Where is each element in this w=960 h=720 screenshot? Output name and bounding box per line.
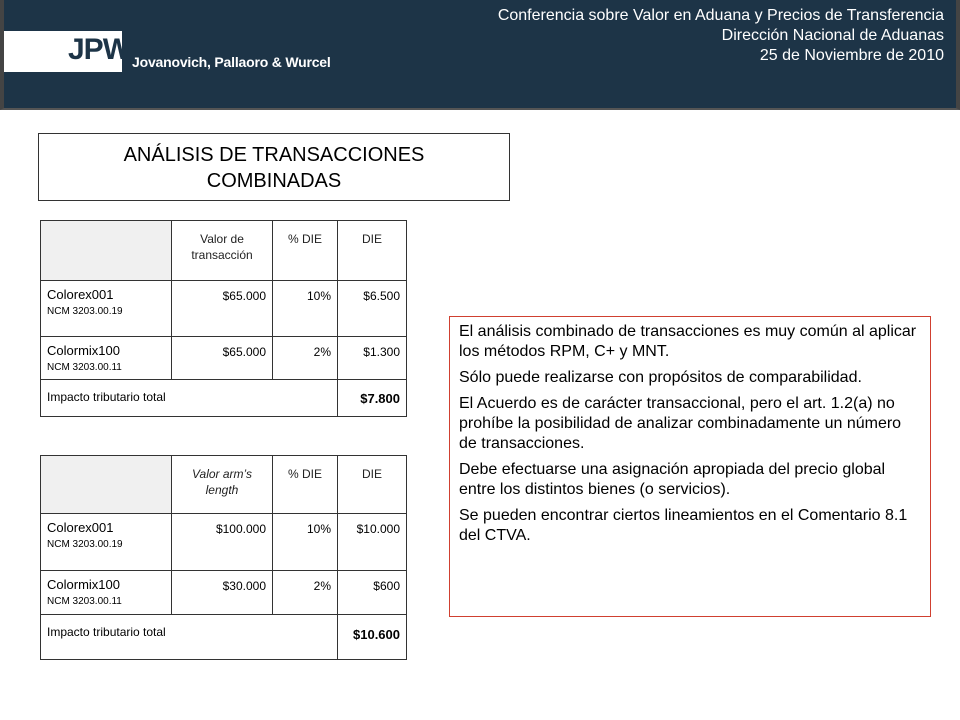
value-cell: $30.000 — [172, 571, 273, 615]
conference-info — [498, 6, 944, 66]
die-cell: $10.000 — [338, 514, 407, 571]
die-cell: $6.500 — [338, 281, 407, 337]
total-label: Impacto tributario total — [41, 380, 338, 417]
note-paragraph: Se pueden encontrar ciertos lineamientos en el Comentario 8.1 del CTVA. — [459, 507, 908, 544]
note-paragraph: Debe efectuarse una asignación apropiada del precio global entre los distintos bienes (o servicios). — [459, 461, 886, 498]
slide-title-line1: ANÁLISIS DE TRANSACCIONES — [123, 144, 425, 166]
ncm-code: NCM 3203.00.11 — [47, 596, 122, 607]
slide-title — [38, 133, 510, 201]
pct-cell: 2% — [273, 571, 338, 615]
ncm-code: NCM 3203.00.19 — [47, 539, 123, 550]
die-cell: $1.300 — [338, 337, 407, 380]
table-row — [41, 281, 407, 337]
product-cell — [41, 281, 172, 337]
header-banner — [0, 0, 960, 110]
note-paragraph: El Acuerdo es de carácter transaccional, pero el art. 1.2(a) no prohíbe la posibilidad de analizar combinadamente un número de transacciones. — [459, 395, 902, 452]
slide-title-line2: COMBINADAS — [206, 170, 342, 192]
conference-organizer: Dirección Nacional de Aduanas — [721, 27, 944, 44]
total-value: $7.800 — [338, 380, 407, 417]
value-cell: $65.000 — [172, 281, 273, 337]
firm-logo: JPW — [68, 33, 131, 66]
pct-cell: 10% — [273, 514, 338, 571]
product-name: Colorex001 — [47, 287, 114, 302]
pct-cell: 2% — [273, 337, 338, 380]
value-cell: $100.000 — [172, 514, 273, 571]
total-row — [41, 380, 407, 417]
header-cell: Valor de transacción — [172, 221, 273, 281]
table-row — [41, 337, 407, 380]
table-row — [41, 514, 407, 571]
transaction-value-table — [40, 220, 407, 417]
value-cell: $65.000 — [172, 337, 273, 380]
table-row — [41, 571, 407, 615]
die-cell: $600 — [338, 571, 407, 615]
arms-length-table — [40, 455, 407, 660]
empty-header-cell — [41, 221, 172, 281]
header-cell: Valor arm’s length — [172, 456, 273, 514]
product-name: Colormix100 — [47, 343, 120, 358]
conference-title: Conferencia sobre Valor en Aduana y Precios de Transferencia — [497, 7, 944, 24]
notes-box — [449, 316, 931, 617]
note-paragraph: Sólo puede realizarse con propósitos de comparabilidad. — [459, 369, 862, 386]
product-name: Colormix100 — [47, 577, 120, 592]
product-cell — [41, 571, 172, 615]
header-cell: DIE — [338, 456, 407, 514]
ncm-code: NCM 3203.00.19 — [47, 306, 123, 317]
empty-header-cell — [41, 456, 172, 514]
ncm-code: NCM 3203.00.11 — [47, 362, 122, 373]
header-cell: DIE — [338, 221, 407, 281]
total-label: Impacto tributario total — [41, 615, 338, 660]
table-header-row — [41, 456, 407, 514]
header-cell: % DIE — [273, 221, 338, 281]
product-name: Colorex001 — [47, 520, 114, 535]
table-header-row — [41, 221, 407, 281]
firm-name: Jovanovich, Pallaoro & Wurcel — [132, 54, 331, 70]
conference-date: 25 de Noviembre de 2010 — [759, 47, 944, 64]
header-cell: % DIE — [273, 456, 338, 514]
note-paragraph: El análisis combinado de transacciones es muy común al aplicar los métodos RPM, C+ y MNT. — [459, 323, 917, 360]
total-row — [41, 615, 407, 660]
total-value: $10.600 — [338, 615, 407, 660]
product-cell — [41, 514, 172, 571]
product-cell — [41, 337, 172, 380]
pct-cell: 10% — [273, 281, 338, 337]
